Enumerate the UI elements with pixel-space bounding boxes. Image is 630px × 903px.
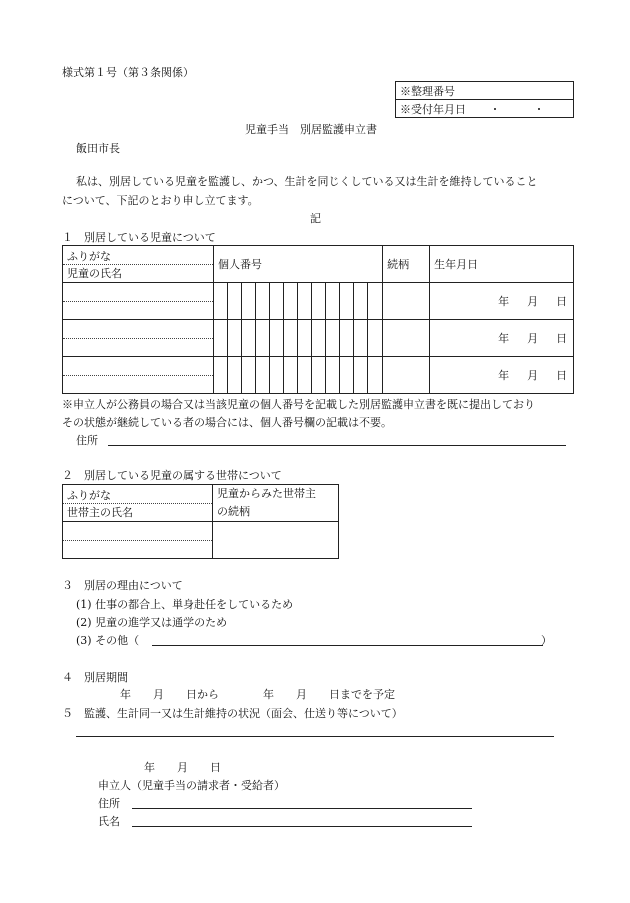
number-digit-box[interactable] [270,320,284,357]
relationship-input[interactable] [383,320,430,357]
number-digit-box[interactable] [214,320,228,357]
addressee: 飯田市長 [76,142,120,155]
applicant-name-line[interactable] [132,826,472,827]
number-digit-box[interactable] [368,357,383,394]
child-name-input[interactable] [63,357,214,394]
relationship-input[interactable] [383,357,430,394]
section2-heading: ２ 別居している児童の属する世帯について [62,469,282,482]
number-digit-box[interactable] [242,283,256,320]
statement-line-2: について、下記のとおり申し立てます。 [62,194,259,207]
number-digit-box[interactable] [242,357,256,394]
number-digit-box[interactable] [228,320,242,357]
section1-heading: １ 別居している児童について [62,231,216,244]
applicant-address-label: 住所 [98,797,120,810]
section1-address-label: 住所 [76,434,98,447]
household-relation-header-line1: 児童からみた世帯主 [217,487,316,500]
reason-3-input-line[interactable] [152,645,543,646]
number-digit-box[interactable] [298,283,312,320]
number-digit-box[interactable] [298,357,312,394]
household-relation-input[interactable] [213,522,339,559]
document-title: 児童手当 別居監護申立書 [245,123,377,136]
number-digit-box[interactable] [256,320,270,357]
section1-address-line[interactable] [108,445,566,446]
number-digit-box[interactable] [326,357,340,394]
applicant-address-line[interactable] [132,808,472,809]
number-digit-box[interactable] [256,283,270,320]
child-name-input[interactable] [63,320,214,357]
section3-heading: ３ 別居の理由について [62,579,183,592]
number-digit-box[interactable] [312,320,326,357]
reason-1: (1) 仕事の都合上、単身赴任をしているため [76,598,294,611]
number-digit-box[interactable] [326,283,340,320]
number-digit-box[interactable] [368,283,383,320]
birthdate-input[interactable]: 年 月 日 [430,357,574,394]
received-date-dots: ・ ・ [489,102,545,116]
number-digit-box[interactable] [312,357,326,394]
number-digit-box[interactable] [270,283,284,320]
number-digit-box[interactable] [312,283,326,320]
children-table-header [63,246,574,283]
child-name-header: 児童の氏名 [63,264,213,281]
household-head-name-input[interactable] [63,522,213,559]
section5-heading: ５ 監護、生計同一又は生計維持の状況（面会、仕送り等について） [62,707,403,720]
section1-note-line-1: ※申立人が公務員の場合又は当該児童の個人番号を記載した別居監護申立書を既に提出しており [62,398,535,411]
individual-number-header: 個人番号 [214,246,383,283]
section4-heading: ４ 別居期間 [62,671,128,684]
number-digit-box[interactable] [214,357,228,394]
number-digit-box[interactable] [256,357,270,394]
section1-note-line-2: その状態が継続している者の場合には、個人番号欄の記載は不要。 [62,416,392,429]
number-digit-box[interactable] [340,283,354,320]
number-digit-box[interactable] [368,320,383,357]
household-head-name-header: 世帯主の氏名 [63,503,212,520]
furigana-name-header [63,246,214,283]
number-digit-box[interactable] [228,283,242,320]
number-digit-box[interactable] [326,320,340,357]
reason-3-label: (3) その他（ [76,634,140,647]
ref-number-label: ※整理番号 [396,82,574,100]
furigana-header: ふりがな [67,249,111,263]
footer-date: 年 月 日 [144,761,221,774]
birthdate-input[interactable]: 年 月 日 [430,283,574,320]
household-furigana-header: ふりがな [67,488,111,502]
birthdate-input[interactable]: 年 月 日 [430,320,574,357]
applicant-label: 申立人（児童手当の請求者・受給者） [98,779,285,792]
birthdate-header: 生年月日 [430,246,574,283]
number-digit-box[interactable] [284,283,298,320]
reason-2: (2) 児童の進学又は通学のため [76,616,228,629]
table-row [63,283,574,320]
child-name-input[interactable] [63,283,214,320]
number-digit-box[interactable] [242,320,256,357]
number-digit-box[interactable] [228,357,242,394]
number-digit-box[interactable] [298,320,312,357]
statement-line-1: 私は、別居している児童を監護し、かつ、生計を同じくしている又は生計を維持していること [76,175,538,188]
applicant-name-label: 氏名 [98,815,120,828]
section5-input-line[interactable] [76,736,554,737]
relationship-header: 続柄 [383,246,430,283]
number-digit-box[interactable] [340,357,354,394]
relationship-input[interactable] [383,283,430,320]
children-table [62,245,574,394]
number-digit-box[interactable] [354,283,368,320]
number-digit-box[interactable] [270,357,284,394]
table-row [63,522,339,559]
table-row [63,320,574,357]
table-row [63,357,574,394]
office-use-box [395,81,574,118]
household-relation-header [213,485,339,522]
separation-period: 年 月 日から 年 月 日までを予定 [120,688,395,701]
received-date-label: ※受付年月日 [400,102,466,116]
number-digit-box[interactable] [284,357,298,394]
received-date-field[interactable] [396,100,574,118]
ki-mark: 記 [310,212,321,225]
number-digit-box[interactable] [340,320,354,357]
number-digit-box[interactable] [354,357,368,394]
household-head-header [63,485,213,522]
number-digit-box[interactable] [354,320,368,357]
reason-3-close: ） [541,634,552,647]
form-number: 様式第１号（第３条関係） [62,66,194,79]
number-digit-box[interactable] [284,320,298,357]
household-table [62,484,339,559]
number-digit-box[interactable] [214,283,228,320]
household-relation-header-line2: の続柄 [217,505,250,518]
